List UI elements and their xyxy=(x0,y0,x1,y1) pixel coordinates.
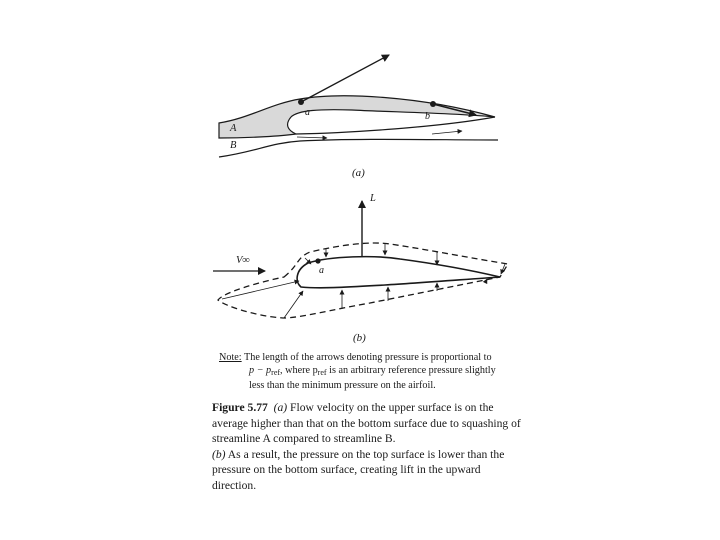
caption-a-marker: (a) xyxy=(273,401,288,414)
note-p: p − p xyxy=(249,365,272,376)
note-ref-2: ref xyxy=(317,368,327,377)
figure-number: Figure 5.77 xyxy=(212,401,268,414)
note-line-1: The length of the arrows denoting pressure is proportional to xyxy=(244,352,492,363)
note-mid: , where p xyxy=(280,365,318,376)
label-v-infinity: V∞ xyxy=(236,255,250,266)
caption-b-text: As a result, the pressure on the top surface is lower than the pressure on the bottom surface, creating lift in the upward direction. xyxy=(212,447,505,492)
label-a-fig-a: a xyxy=(305,107,310,118)
note-rest: is an arbitrary reference pressure slightly xyxy=(326,365,496,376)
label-streamline-b: B xyxy=(230,140,237,151)
point-a-dot-fig-b xyxy=(315,258,320,263)
figure-caption xyxy=(212,400,527,493)
label-lift: L xyxy=(370,193,376,204)
note-block xyxy=(219,351,519,392)
caption-b-marker: (b) xyxy=(212,447,226,461)
label-b-fig-a: b xyxy=(425,111,430,122)
caption-a-text: Flow velocity on the upper surface is on the average higher than that on the bottom surface due to squashing of streamline A compared to streamline B. xyxy=(212,401,521,445)
note-line-2 xyxy=(219,364,519,379)
caption-part-b: (b) xyxy=(353,332,366,344)
note-line-3: less than the minimum pressure on the airfoil. xyxy=(249,380,436,391)
label-a-fig-b: a xyxy=(319,265,324,276)
label-streamline-a: A xyxy=(230,123,237,134)
note-ref-1: ref xyxy=(271,368,281,377)
caption-part-a: (a) xyxy=(352,167,365,179)
note-label: Note: xyxy=(219,352,242,363)
